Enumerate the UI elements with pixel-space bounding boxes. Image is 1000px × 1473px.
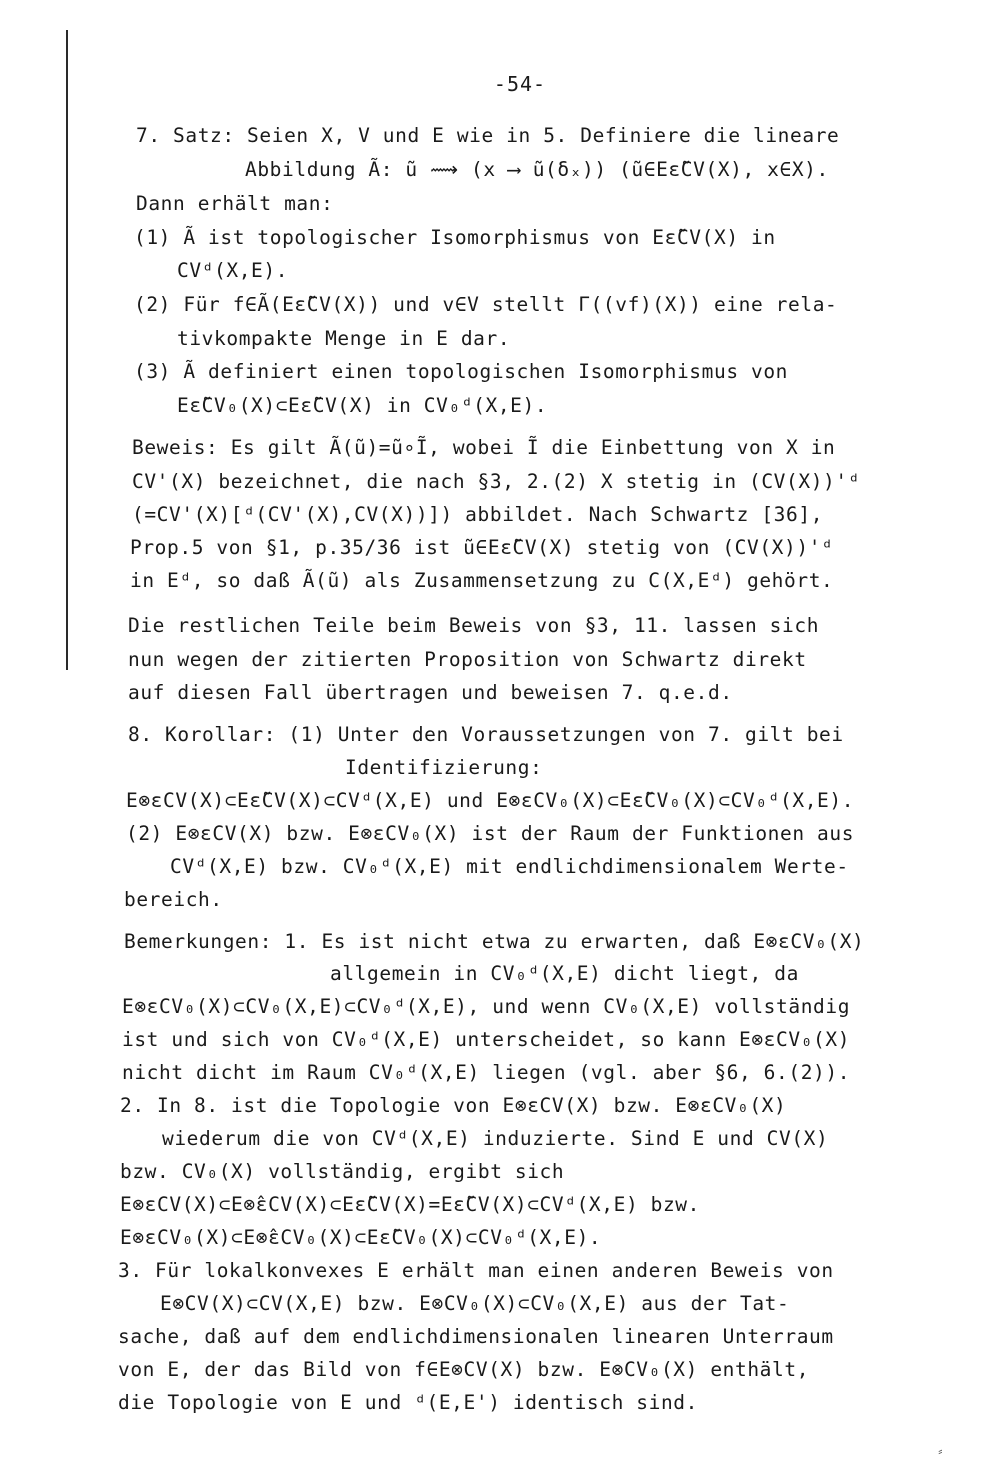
text-line: bereich. bbox=[124, 888, 223, 911]
text-line: (3) Ã definiert einen topologischen Isomorphismus von bbox=[134, 360, 789, 383]
text-line: E⊗CV(X)⊂CV(X,E) bzw. E⊗CV₀(X)⊂CV₀(X,E) aus der Tat- bbox=[160, 1292, 790, 1315]
text-line: tivkompakte Menge in E dar. bbox=[177, 327, 511, 350]
margin-line bbox=[66, 30, 68, 670]
text-line: nicht dicht im Raum CV₀ᵈ(X,E) liegen (vgl. aber §6, 6.(2)). bbox=[122, 1061, 851, 1084]
text-line: bzw. CV₀(X) vollständig, ergibt sich bbox=[120, 1160, 565, 1183]
text-line: (2) E⊗εCV(X) bzw. E⊗εCV₀(X) ist der Raum der Funktionen aus bbox=[126, 822, 855, 845]
text-line: CVᵈ(X,E) bzw. CV₀ᵈ(X,E) mit endlichdimensionalem Werte- bbox=[170, 855, 849, 878]
text-line: ist und sich von CV₀ᵈ(X,E) unterscheidet, so kann E⊗εCV₀(X) bbox=[122, 1028, 851, 1051]
text-line: Die restlichen Teile beim Beweis von §3, 11. lassen sich bbox=[128, 614, 820, 637]
page-number: -54- bbox=[493, 72, 547, 96]
text-line: nun wegen der zitierten Proposition von Schwartz direkt bbox=[128, 648, 807, 671]
text-line: E⊗εCV(X)⊂E⊗̂εCV(X)⊂Eε̃CV(X)=Eε̃CV(X)⊂CVᵈ(X,E) bzw. bbox=[120, 1193, 700, 1216]
text-line: sache, daß auf dem endlichdimensionalen linearen Unterraum bbox=[118, 1325, 834, 1348]
text-line: 2. In 8. ist die Topologie von E⊗εCV(X) bzw. E⊗εCV₀(X) bbox=[120, 1094, 787, 1117]
text-line: wiederum die von CVᵈ(X,E) induzierte. Sind E und CV(X) bbox=[162, 1127, 829, 1150]
text-line: die Topologie von E und ᵈ(E,E') identisch sind. bbox=[118, 1391, 698, 1414]
text-line: E⊗εCV₀(X)⊂CV₀(X,E)⊂CV₀ᵈ(X,E), und wenn CV₀(X,E) vollständig bbox=[122, 995, 851, 1018]
text-line: 7. Satz: Seien X, V und E wie in 5. Definiere die lineare bbox=[136, 124, 840, 147]
text-line: Eε̃CV₀(X)⊂Eε̃CV(X) in CV₀ᵈ(X,E). bbox=[177, 394, 548, 417]
text-line: von E, der das Bild von f∈E⊗CV(X) bzw. E⊗CV₀(X) enthält, bbox=[118, 1358, 810, 1381]
text-line: Abbildung Ã: ũ ⟿ (x ⟶ ũ(δₓ)) (ũ∈Eε̃CV(X), x∈X). bbox=[245, 158, 829, 181]
text-line: in Eᵈ, so daß Ã(ũ) als Zusammensetzung zu C(X,Eᵈ) gehört. bbox=[130, 569, 834, 592]
text-line: CVᵈ(X,E). bbox=[177, 259, 289, 282]
corner-mark: ⸗ bbox=[936, 1444, 944, 1458]
text-line: (2) Für f∈Ã(Eε̃CV(X)) und v∈V stellt Γ((vf)(X)) eine rela- bbox=[134, 293, 838, 316]
text-line: (=CV'(X)[ᵈ(CV'(X),CV(X))]) abbildet. Nach Schwartz [36], bbox=[132, 503, 824, 526]
text-line: E⊗εCV(X)⊂Eε̃CV(X)⊂CVᵈ(X,E) und E⊗εCV₀(X)⊂Eε̃CV₀(X)⊂CV₀ᵈ(X,E). bbox=[126, 789, 855, 812]
text-line: Beweis: Es gilt Ã(ũ)=ũ∘Ĩ, wobei Ĩ die Einbettung von X in bbox=[132, 436, 836, 459]
text-line: allgemein in CV₀ᵈ(X,E) dicht liegt, da bbox=[330, 962, 799, 985]
text-line: 3. Für lokalkonvexes E erhält man einen anderen Beweis von bbox=[118, 1259, 834, 1282]
text-line: E⊗εCV₀(X)⊂E⊗̂εCV₀(X)⊂Eε̃CV₀(X)⊂CV₀ᵈ(X,E). bbox=[120, 1226, 602, 1249]
text-line: Identifizierung: bbox=[345, 756, 543, 779]
text-line: Bemerkungen: 1. Es ist nicht etwa zu erwarten, daß E⊗εCV₀(X) bbox=[124, 930, 865, 953]
text-line: Dann erhält man: bbox=[136, 192, 334, 215]
text-line: Prop.5 von §1, p.35/36 ist ũ∈Eε̃CV(X) stetig von (CV(X))'ᵈ bbox=[130, 536, 834, 559]
text-line: (1) Ã ist topologischer Isomorphismus von Eε̃CV(X) in bbox=[134, 226, 776, 249]
text-line: 8. Korollar: (1) Unter den Voraussetzungen von 7. gilt bei bbox=[128, 723, 844, 746]
text-line: CV'(X) bezeichnet, die nach §3, 2.(2) X stetig in (CV(X))'ᵈ bbox=[132, 470, 861, 493]
text-line: auf diesen Fall übertragen und beweisen 7. q.e.d. bbox=[128, 681, 733, 704]
